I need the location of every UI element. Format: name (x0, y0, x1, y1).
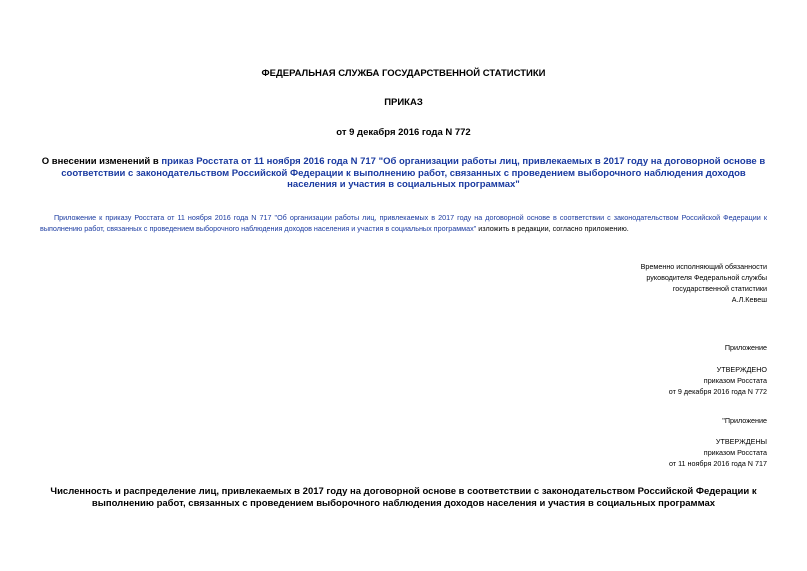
document-title (40, 156, 767, 191)
signature-line-2: руководителя Федеральной службы (646, 273, 767, 282)
title-prefix: О внесении изменений в (41, 156, 162, 167)
title-order-link[interactable]: приказ Росстата от 11 ноября 2016 года N 717 "Об организации работы лиц, привлекаемых в 2017 году на договорной основе в соответствии с законодательством Российской Федерации к выполнению работ, связанных с проведением выборочного наблюдения доходов населения и участия в социальных программах" (61, 156, 766, 190)
signature-line-3: государственной статистики (672, 284, 767, 293)
body-paragraph (40, 212, 767, 234)
approved-717-line-2: приказом Росстата (703, 448, 767, 457)
approved-717-block (669, 436, 767, 469)
body-appendix-link[interactable]: Приложение к приказу Росстата от 11 ноября 2016 года N 717 "Об организации работы лиц, привлекаемых в 2017 году на договорной основе в соответствии с законодательством Российской Федерации к выполнению работ, связанных с проведением выборочного наблюдения доходов населения и участия в социальных программах" (40, 213, 767, 233)
appendix-label-quoted: "Приложение (722, 416, 767, 425)
signature-line-1: Временно исполняющий обязанности (640, 262, 767, 271)
signature-block (641, 261, 767, 305)
approved-717-line-3: от 11 ноября 2016 года N 717 (668, 459, 767, 468)
appendix-label: Приложение (724, 343, 767, 352)
document-date-number: от 9 декабря 2016 года N 772 (336, 127, 471, 138)
approved-772-line-2: приказом Росстата (703, 376, 767, 385)
approved-772-block (669, 364, 767, 397)
appendix-title: Численность и распределение лиц, привлекаемых в 2017 году на договорной основе в соответствии с законодательством Российской Федерации к выполнению работ, связанных с проведением выборочного наблюдения доходов населения и участия в социальных программах (50, 486, 757, 509)
signature-name: А.Л.Кевеш (731, 295, 767, 304)
approved-717-line-1: УТВЕРЖДЕНЫ (715, 437, 767, 446)
approved-772-line-3: от 9 декабря 2016 года N 772 (668, 387, 767, 396)
agency-heading: ФЕДЕРАЛЬНАЯ СЛУЖБА ГОСУДАРСТВЕННОЙ СТАТИСТИКИ (261, 68, 546, 79)
approved-772-line-1: УТВЕРЖДЕНО (716, 365, 767, 374)
body-suffix: изложить в редакции, согласно приложению. (476, 224, 629, 233)
document-type: ПРИКАЗ (384, 97, 423, 108)
